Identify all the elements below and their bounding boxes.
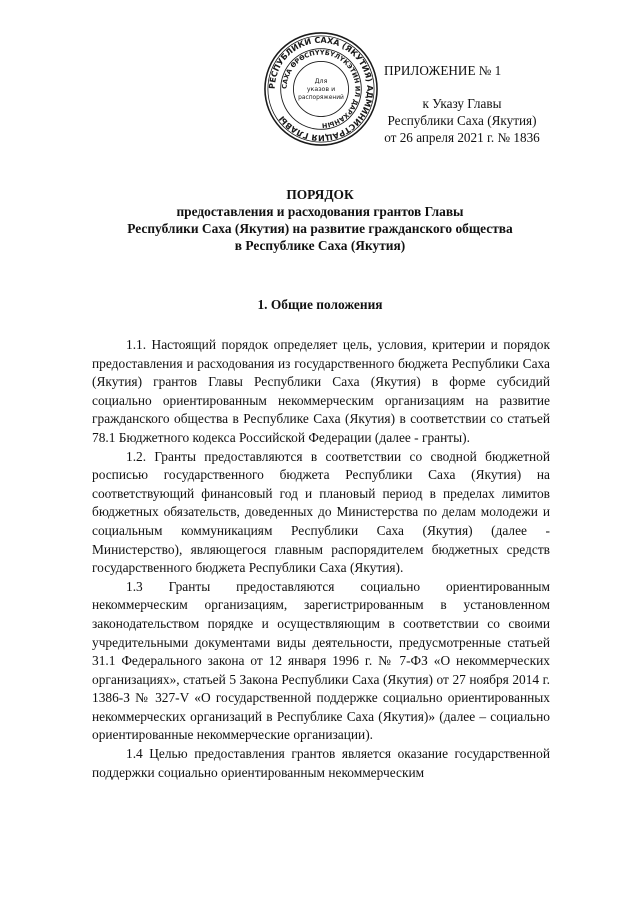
document-subtitle-line: предоставления и расходования грантов Главы <box>176 204 464 219</box>
document-body <box>92 336 550 782</box>
seal-center-line-1: Для <box>314 78 328 86</box>
annex-line: Республики Саха (Якутия) <box>387 113 537 128</box>
annex-line: от 26 апреля 2021 г. № 1836 <box>384 130 540 145</box>
paragraph-1-1: 1.1. Настоящий порядок определяет цель, условия, критерии и порядок предоставления и расходования из государственного бюджета Республики Саха (Якутия) грантов Главы Республики Саха (Якутия) в форме субсидий социально ориентированным некоммерческим организациям на развитие гражданского общества в Республике Саха (Якутия) в соответствии со статьей 78.1 Бюджетного кодекса Российской Федерации (далее - гранты). <box>92 337 550 445</box>
annex-block <box>362 62 562 146</box>
annex-line: к Указу Главы <box>422 96 502 111</box>
seal-center-line-2: указов и <box>306 85 336 93</box>
paragraph-1-4: 1.4 Целью предоставления грантов является оказание государственной поддержки социально ориентированным некоммерческим <box>92 746 550 780</box>
paragraph-1-3: 1.3 Гранты предоставляются социально ориентированным некоммерческим организациям, зарегистрированным в установленном законодательством порядке и осуществляющим в соответствии со своими учредительными документами виды деятельности, предусмотренные статьей 31.1 Федерального закона от 12 января 1996 г. № 7-ФЗ «О некоммерческих организациях», статьей 5 Закона Республики Саха (Якутия) от 27 ноября 2014 г. 1386-З № 327-V «О государственной поддержке социально ориентированных некоммерческих организаций в Республике Саха (Якутия)» (далее – социально ориентированные некоммерческие организации). <box>92 578 550 743</box>
seal-inner-text: САХА ӨРӨСПҮҮБҮЛҮКЭТИН ИЛ ДАРХАНЫН <box>280 48 362 130</box>
section-title: 1. Общие положения <box>257 297 383 312</box>
seal-center-line-3: распоряжений <box>298 94 344 101</box>
document-heading <box>90 186 550 254</box>
document-subtitle-line: в Республике Саха (Якутия) <box>234 238 406 253</box>
seal-outer-text: РЕСПУБЛИКИ САХА (ЯКУТИЯ) АДМИНИСТРАЦИЯ ГЛАВЫ <box>267 35 375 143</box>
paragraph-1-2: 1.2. Гранты предоставляются в соответствии со сводной бюджетной росписью государственного бюджета Республики Саха (Якутия) на соответствующий финансовый год и плановый период в пределах лимитов бюджетных обязательств, доведенных до Министерства по делам молодежи и социальным коммуникациям Республики Саха (Якутия) (далее - Министерство), являющегося главным распорядителем бюджетных средств государственного бюджета Республики Саха (Якутия). <box>92 448 550 576</box>
document-title: ПОРЯДОК <box>286 187 354 202</box>
annex-title: ПРИЛОЖЕНИЕ № 1 <box>384 63 502 78</box>
document-subtitle-line: Республики Саха (Якутия) на развитие гражданского общества <box>127 221 513 236</box>
